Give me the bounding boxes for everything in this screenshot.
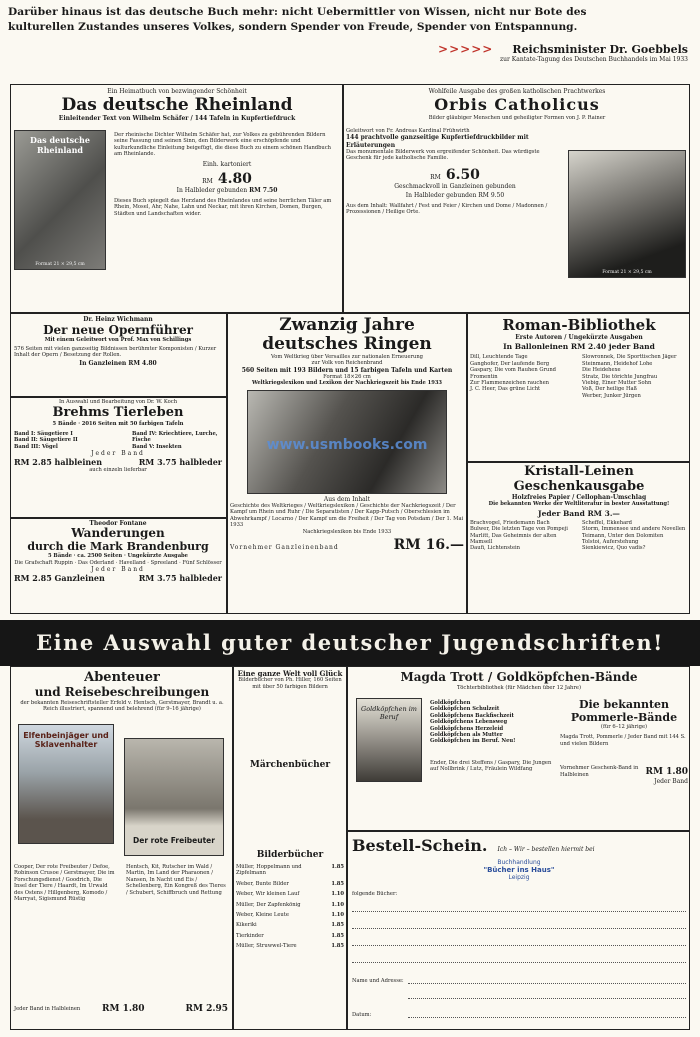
kristall-ad (470, 464, 688, 612)
oper-title: Der neue Opernführer (43, 323, 193, 338)
orbis-price: RM 6.50 (430, 166, 480, 183)
weltvoll-bilder: Bilderbücher (256, 850, 324, 861)
abenteuer-cover-2-title: Der rote Freibeuter (133, 836, 215, 845)
pommerle-body: Magda Trott, Pommerle / Jeder Band mit 144 S. und vielen Bildern (560, 734, 686, 747)
divider (346, 830, 690, 832)
shop-name-2: "Bücher ins Haus" (483, 866, 555, 874)
list-item: Kikeriki 1.85 (236, 922, 344, 929)
watermark: www.usmbooks.com (266, 436, 428, 453)
banner (0, 620, 700, 666)
books-field-line[interactable] (352, 912, 686, 929)
roman-ad (470, 316, 688, 459)
fontane-ad (14, 520, 222, 612)
quote-line-1: Darüber hinaus ist das deutsche Buch mehr: nicht Uebermittler von Wissen, nicht nur Bote des (8, 6, 587, 18)
ringen-sub2: zur Volk von Reichenbrand (311, 360, 383, 367)
shop-name-1: Buchhandlung (497, 859, 541, 866)
oper-ad (14, 316, 222, 394)
list-item: Müller, Der Zapfenkönig 1.10 (236, 901, 344, 908)
weltvoll-title: Eine ganze Welt voll Glück (237, 669, 343, 678)
fontane-each: Jeder Band (91, 566, 145, 574)
rheinland-subtitle: Einleitender Text von Wilhelm Schäfer / 144 Tafeln in Kupfertiefdruck (58, 115, 296, 123)
brehm-price-1: RM 2.85 halbleinen (14, 457, 103, 468)
divider (10, 312, 690, 314)
abenteuer-cover-2 (124, 738, 224, 856)
list-item: Scheffel, Ekkehard (582, 519, 632, 526)
trott-title: Magda Trott / Goldköpfchen-Bände (400, 670, 638, 684)
list-item: Sienkiewicz, Quo vadis? (582, 545, 646, 552)
orbis-photo (568, 150, 686, 278)
brehm-price-2: RM 3.75 halbleder (138, 457, 222, 468)
list-item: Daufi, Lichtenstein (470, 545, 521, 552)
list-item: Goldköpfchen (430, 700, 471, 706)
rheinland-half-label: In Halbleder gebunden (176, 186, 248, 194)
divider (226, 312, 228, 614)
oper-body: 576 Seiten mit vielen ganzseitig Bildnissen berühmter Komponisten / Kurzer Inhalt der Opern / Besetzung der Rollen. (14, 345, 217, 359)
roman-title: Roman-Bibliothek (502, 316, 656, 334)
fontane-title-2: durch die Mark Brandenburg (27, 540, 209, 554)
books-field[interactable] (352, 897, 686, 912)
kristall-title-1: Kristall-Leinen (524, 464, 634, 479)
rheinland-bound: Einh. kartoniert (202, 160, 252, 168)
trott-books (430, 700, 550, 745)
pommerle-title-1: Die bekannten (578, 698, 670, 711)
rheinland-cover-image (14, 130, 106, 270)
books-field-label: folgende Bücher: (352, 891, 398, 897)
list-item: Goldköpfchens Herzeleid (430, 725, 504, 732)
orbis-desc: Das monumentale Bilderwerk von ergreifender Schönheit. Das würdigste Geschenk für jede katholische Familie. (346, 148, 540, 162)
list-item: Fromentin (470, 373, 498, 380)
rheinland-body: Dieses Buch spiegelt das Herzland des Rheinlandes und seine herrlichen Täler am Rhein, Mosel, Ahr, Nahe, Lahn und Neckar, mit ihren Kirchen, Domen, Burgen, Städten und Landschaften wider. (114, 198, 332, 217)
rheinland-ad (14, 88, 340, 310)
list-item: Weber, Wir kleinen Lauf 1.10 (236, 891, 344, 898)
ringen-body: Geschichte des Weltkrieges / Weltkriegslexikon / Geschichte der Nachkriegszeit / Der Kampf um Rhein und Ruhr / Die Separatisten / Der Kapp-Putsch / Oberschlesien im Abwehrkampf / Locarno / Der Kampf um die Freiheit / Der Tag von Potsdam / Der 1. Mai 1933 (230, 503, 464, 529)
orbis-sub1: Bilder gläubiger Menschen und geheiligter Formen von J. P. Rainer (428, 115, 606, 122)
weltvoll-ad (236, 670, 344, 1028)
list-item: Goldköpfchen im Beruf. Neu! (430, 738, 516, 745)
list-item: Stratz, Die törichte Jungfrau (582, 373, 658, 380)
rheinland-kicker: Ein Heimatbuch von bezwingender Schönheit (107, 88, 247, 95)
abenteuer-list-left: Cooper, Der rote Freibeuter / Defoe, Robinson Crusoe / Gerstmayer, Die im Forschungsdienst / Goodrich, Die Insel der Tiere / Haardt, Im Urwald des Ostens / Hillgenberg, Komodo / Marryat, Sigismund Rüstig (14, 864, 115, 903)
abenteuer-price-left: RM 1.80 (102, 1004, 145, 1014)
fontane-author: Theodor Fontane (89, 520, 147, 527)
trott-cover-title: Goldköpfchen im Beruf (361, 705, 417, 721)
ringen-title-1: Zwanzig Jahre (279, 315, 415, 335)
ringen-price: RM 16.— (393, 537, 464, 554)
abenteuer-title-2: und Reisebeschreibungen (34, 685, 210, 699)
divider (466, 312, 468, 614)
kristall-list-left (470, 520, 576, 552)
list-item: Goldköpfchen Schulzeit (430, 706, 500, 713)
roman-price: In Ballonleinen RM 2.40 jeder Band (503, 342, 655, 352)
divider (466, 461, 690, 463)
orbis-half: In Halbleder gebunden RM 9.50 (405, 191, 505, 199)
roman-sub: Erste Autoren / Ungekürzte Ausgaben (515, 334, 643, 341)
trott-each: Jeder Band (654, 778, 688, 786)
brehm-sub: 5 Bände · 2016 Seiten mit 50 farbigen Tafeln (52, 421, 184, 428)
brehm-each: Jeder Band (91, 450, 145, 458)
quote-author: Reichsminister Dr. Goebbels (512, 43, 688, 56)
arrows: >>>>> (438, 42, 494, 56)
rheinland-format: Format 21 × 29,5 cm (35, 262, 85, 267)
date-label: Datum: (352, 1012, 372, 1018)
name-field[interactable] (408, 973, 686, 984)
kristall-sub: Holzfreies Papier / Cellophan-Umschlag (511, 494, 647, 501)
date-field[interactable] (408, 1007, 686, 1018)
ringen-note: Nachkriegslexikon bis Ende 1933 (302, 528, 392, 535)
order-form (352, 836, 686, 1026)
ringen-ad (230, 316, 464, 612)
fontane-vols: Die Grafschaft Ruppin · Das Oderland · Havelland · Spreeland · Fünf Schlösser (14, 559, 222, 566)
list-item: Tolstoi, Auferstehung (582, 539, 639, 546)
roman-list-right (582, 354, 688, 399)
divider (346, 666, 348, 1030)
list-item: Slowronnek, Die Sporttischen Jäger (582, 354, 677, 361)
list-item: Müller, Struwwel-Tiere 1.85 (236, 943, 344, 950)
roman-list-left (470, 354, 576, 399)
weltvoll-sub: Bilderbücher von Ph. Hiller, 160 Seiten mit über 50 farbigen Bildern (238, 677, 342, 690)
list-item: Weber, Bunte Bilder 1.85 (236, 880, 344, 887)
shop-city: Leipzig (508, 874, 530, 881)
abenteuer-list-right: Hentsch, Kit, Rutscher im Wald / Martin, Im Land der Pharaonen / Nansen, In Nacht und Eis / Schellenberg, Ein Kongreß des Tieres / Schubert, Schiffbruch und Rettung (126, 864, 226, 896)
rheinland-intro: Der rheinische Dichter Wilhelm Schäfer hat, zur Volkes zu gebührenden Bildern seine Fassung und seinen Sinn, den Bilderwerk eine erschöpfende und kulturkundliche Einleitung beigefügt, die diese Buch zu einem schönen Handbuch am Rheinlande. (114, 132, 332, 158)
brehm-kicker: In Auswahl und Bearbeitung von Dr. W. Koch (58, 399, 178, 405)
list-item: Goldköpfchens Lebensweg (430, 719, 508, 726)
divider (10, 396, 226, 398)
ringen-inhalt: Aus dem Inhalt (323, 495, 371, 503)
trott-price: RM 1.80 (645, 766, 688, 777)
ringen-price-label: Vornehmer Ganzleinenband (230, 544, 339, 552)
list-item: Werber, Junker Jürgen (582, 392, 641, 399)
ringen-sub4: Weltkriegslexikon und Lexikon der Nachkriegszeit bis Ende 1933 (251, 380, 443, 387)
abenteuer-sub: der bekannten Reiseschriftsteller Erfeld v. Hentsch, Gerstmayer, Brandt u. a. (20, 700, 224, 706)
ringen-title-2: deutsches Ringen (262, 334, 432, 354)
address-field[interactable] (408, 984, 686, 999)
abenteuer-price-each: Jeder Band in Halbleinen (14, 1005, 81, 1012)
orbis-sub2: Geleitwort von Fr. Andreas Kardinal Frühwirth (346, 128, 470, 134)
orbis-body: Aus dem Inhalt: Wallfahrt / Fest und Feier / Kirchen und Dome / Madonnen / Prozessionen / Heilige Orte. (346, 203, 548, 216)
divider (342, 84, 344, 312)
list-item: Brachvogel, Friedemann Bach (470, 519, 550, 526)
trott-cover (356, 698, 422, 782)
quote-line-2: kulturellen Zustandes unseres Volkes, sondern Spender von Freude, Spender von Entspannung. (8, 21, 578, 33)
fontane-price-1: RM 2.85 Ganzleinen (14, 573, 105, 584)
orbis-ad (346, 88, 688, 310)
list-item: Bulwer, Die letzten Tage von Pompeji (470, 526, 568, 533)
fontane-price-2: RM 3.75 halbleder (138, 573, 222, 584)
list-item: Weber, Kleine Leute 1.10 (236, 912, 344, 919)
list-item: Storm, Immensee und andere Novellen (582, 526, 686, 533)
pommerle-sub: (für 6–12 jährige) (600, 724, 648, 730)
list-item: Teimann, Unter den Dolomiten (582, 532, 664, 539)
ringen-format: Format 18×26 cm (323, 374, 371, 381)
oper-author: Dr. Heinz Wichmann (83, 316, 153, 323)
list-item: Tierkinder 1.85 (236, 932, 344, 939)
ringen-sub1: Vom Weltkrieg über Versailles zur nationalen Erneuerung (270, 354, 424, 360)
brehm-note: auch einzeln lieferbar (89, 467, 147, 474)
order-text: Ich – Wir – bestellen hiermit bei (497, 846, 595, 853)
brehm-title: Brehms Tierleben (52, 405, 184, 421)
list-item: Steinmann, Heidehof Lohe (582, 360, 653, 367)
trott-more: Ender, Die drei Steffens / Gaspary, Die Jungen auf Nollbrink / Lutz, Fräulein Wildfang (430, 760, 552, 773)
books-field-line[interactable] (352, 929, 686, 946)
list-item: Goldköpfchens Backfischzeit (430, 712, 514, 719)
orbis-format: Format 21 × 29,5 cm (602, 270, 652, 275)
weltvoll-marchen: Märchenbücher (249, 760, 331, 771)
brehm-vols-left: Band I: Säugetiere I Band II: Säugetiere II Band III: Vögel (14, 430, 78, 450)
ringen-sub3: 560 Seiten mit 193 Bildern und 15 farbigen Tafeln und Karten (241, 366, 453, 374)
list-item: Müller, Hoppelmann und Zipfelmann 1.85 (236, 864, 344, 877)
abenteuer-ad (14, 670, 230, 1028)
abenteuer-sub2: Reich illustriert, spannend und belehrend (für 9–16 jährige) (43, 706, 201, 713)
weltvoll-list (236, 864, 344, 950)
orbis-title: Orbis Catholicus (434, 95, 600, 115)
fontane-sub: 5 Bände · ca. 2500 Seiten · Ungekürzte Ausgabe (48, 553, 188, 560)
trott-sub: Töchterbibliothek (für Mädchen über 12 Jahre) (457, 685, 581, 691)
list-item: Gaspary, Die vom Rauhen Grund (470, 367, 556, 374)
pommerle-title-2: Pommerle-Bände (570, 711, 678, 724)
list-item: Voß, Der heilige Haß (582, 386, 638, 393)
list-item: J. C. Heer, Das grüne Licht (470, 386, 541, 393)
list-item: Marlitt, Das Geheimnis der alten Mamsell (470, 532, 557, 546)
abenteuer-price-right: RM 2.95 (185, 1004, 228, 1014)
rheinland-half-price: RM 7.50 (249, 186, 278, 194)
list-item: Dill, Leuchtende Tage (470, 354, 528, 361)
abenteuer-cover-1-title: Elfenbeinjäger und Sklavenhalter (23, 731, 109, 749)
brehm-vols-right: Band IV: Kriechtiere, Lurche, Fische Band V: Insekten (132, 430, 218, 450)
trott-price-label: Vornehmer Geschenk-Band in Halbleinen (560, 765, 639, 778)
kristall-title-2: Geschenkausgabe (513, 479, 645, 494)
quote-source: zur Kantate-Tagung des Deutschen Buchhandels im Mai 1933 (500, 56, 688, 63)
orbis-bound: Geschmackvoll in Ganzleinen gebunden (394, 182, 516, 190)
divider (10, 517, 226, 519)
rheinland-cover-title: Das deutsche Rheinland (30, 135, 90, 155)
abenteuer-cover-1 (18, 724, 114, 844)
banner-text: Eine Auswahl guter deutscher Jugendschriften! (36, 630, 664, 655)
oper-sub: Mit einem Geleitwort von Prof. Max von Schillings (44, 337, 192, 344)
name-label: Name und Adresse: (352, 978, 404, 984)
header (8, 6, 692, 72)
order-title: Bestell-Schein. (352, 836, 488, 855)
kristall-list-right (582, 520, 688, 552)
kristall-each: Jeder Band RM 3.— (538, 508, 620, 518)
orbis-sub3: 144 prachtvolle ganzseitige Kupfertiefdruckbilder mit Erläuterungen (346, 134, 529, 149)
abenteuer-title-1: Abenteuer (84, 670, 160, 685)
list-item: Die Heidehexe (582, 367, 621, 374)
rheinland-title: Das deutsche Rheinland (61, 95, 293, 116)
kristall-sub2: Die bekannten Werke der Weltliteratur in bester Ausstattung! (488, 501, 670, 508)
divider (232, 666, 234, 1030)
fontane-title-1: Wanderungen (71, 526, 165, 541)
orbis-kicker: Wohlfeile Ausgabe des großen katholischen Prachtwerkes (428, 88, 606, 95)
brehm-ad (14, 399, 222, 515)
books-field-line[interactable] (352, 946, 686, 963)
list-item: Ganghofer, Der laufende Berg (470, 360, 550, 367)
oper-price: In Ganzleinen RM 4.80 (79, 360, 157, 368)
list-item: Goldköpfchen als Mutter (430, 732, 503, 739)
list-item: Zur Flammenzeichen rauchen (470, 380, 550, 387)
ringen-photo (247, 390, 447, 494)
list-item: Viebig, Einer Mutter Sohn (582, 380, 652, 387)
rheinland-price: RM 4.80 (202, 170, 252, 187)
trott-ad (350, 670, 688, 828)
